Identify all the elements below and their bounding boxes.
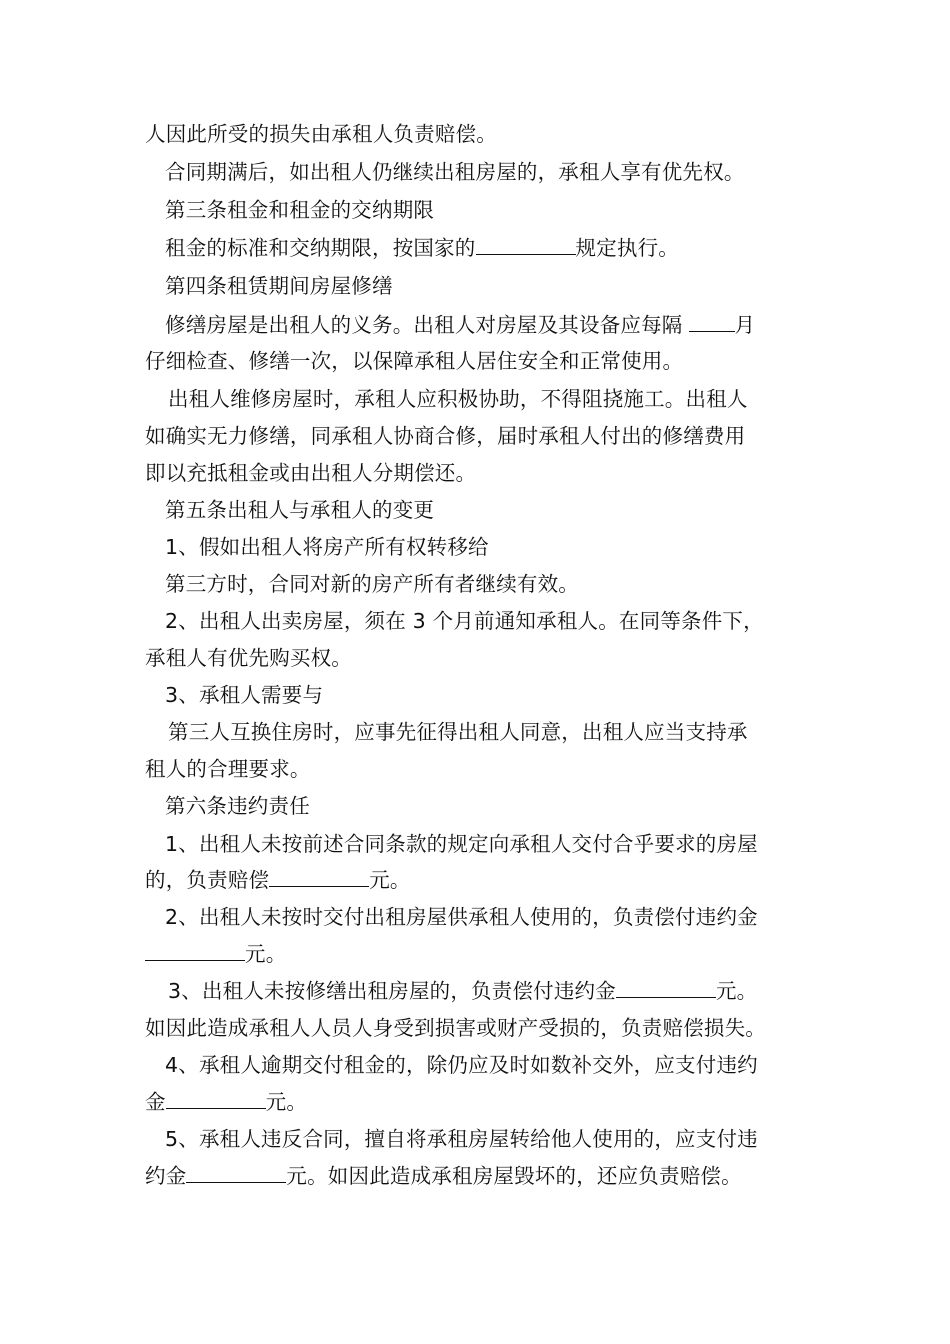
text-segment: 1、假如出租人将房产所有权转移给 (165, 535, 489, 559)
fill-blank[interactable] (476, 236, 576, 255)
text-segment: 元。 (369, 868, 411, 892)
text-segment: 第三方时，合同对新的房产所有者继续有效。 (165, 572, 579, 596)
text-line (145, 644, 810, 672)
section-heading (165, 272, 830, 300)
section-heading (165, 196, 830, 224)
text-segment: 第三条租金和租金的交纳期限 (165, 198, 435, 222)
text-line (165, 1125, 830, 1153)
text-segment: 2、出租人出卖房屋，须在 3 个月前通知承租人。在同等条件下， (165, 609, 764, 633)
text-line (165, 607, 830, 635)
text-line (165, 533, 830, 561)
text-line (145, 120, 810, 148)
text-line (165, 570, 830, 598)
text-line (165, 158, 830, 186)
text-line (165, 311, 830, 339)
text-line (165, 903, 830, 931)
fill-blank[interactable] (616, 979, 716, 998)
text-segment: 金 (145, 1090, 166, 1114)
text-segment: 2、出租人未按时交付出租房屋供承租人使用的，负责偿付违约金 (165, 905, 758, 929)
text-segment: 1、出租人未按前述合同条款的规定向承租人交付合乎要求的房屋 (165, 832, 758, 856)
text-line (145, 459, 810, 487)
text-segment: 出租人维修房屋时，承租人应积极协助，不得阻挠施工。出租人 (168, 387, 748, 411)
text-segment: 约金 (145, 1164, 187, 1188)
text-line (145, 422, 810, 450)
text-segment: 修缮房屋是出租人的义务。出租人对房屋及其设备应每隔 (165, 313, 683, 337)
fill-blank[interactable] (689, 313, 735, 332)
text-segment: 承租人有优先购买权。 (145, 646, 352, 670)
text-segment: 第三人互换住房时，应事先征得出租人同意，出租人应当支持承 (168, 720, 748, 744)
text-segment: 即以充抵租金或由出租人分期偿还。 (145, 461, 477, 485)
section-heading (165, 792, 830, 820)
text-segment: 元。如因此造成承租房屋毁坏的，还应负责赔偿。 (286, 1164, 742, 1188)
fill-blank[interactable] (166, 1090, 266, 1109)
text-segment: 如因此造成承租人人员人身受到损害或财产受损的，负责赔偿损失。 (145, 1016, 766, 1040)
text-segment: 4、承租人逾期交付租金的，除仍应及时如数补交外，应支付违约 (165, 1053, 758, 1077)
text-segment: 3、承租人需要与 (165, 683, 324, 707)
text-line (165, 234, 830, 262)
text-segment: 如确实无力修缮，同承租人协商合修，届时承租人付出的修缮费用 (145, 424, 746, 448)
fill-blank[interactable] (269, 868, 369, 887)
text-segment: 的，负责赔偿 (145, 868, 270, 892)
text-segment: 第五条出租人与承租人的变更 (165, 498, 435, 522)
text-segment: 租人的合理要求。 (145, 757, 311, 781)
text-segment: 规定执行。 (575, 236, 679, 260)
fill-blank[interactable] (145, 942, 245, 961)
text-segment: 3、出租人未按修缮出租房屋的，负责偿付违约金 (168, 979, 616, 1003)
text-segment: 5、承租人违反合同，擅自将承租房屋转给他人使用的，应支付违 (165, 1127, 758, 1151)
text-segment: 租金的标准和交纳期限，按国家的 (165, 236, 476, 260)
text-segment: 合同期满后，如出租人仍继续出租房屋的，承租人享有优先权。 (165, 160, 745, 184)
text-line (145, 866, 810, 894)
text-segment: 元。 (245, 942, 287, 966)
text-segment: 元。 (265, 1090, 308, 1114)
text-segment: 第六条违约责任 (165, 794, 310, 818)
text-line (145, 755, 810, 783)
text-line (168, 385, 833, 413)
text-segment: 仔细检查、修缮一次，以保障承租人居住安全和正常使用。 (145, 349, 684, 373)
fill-blank[interactable] (186, 1164, 286, 1183)
text-line (145, 1088, 810, 1116)
section-heading (165, 496, 830, 524)
text-line (145, 940, 810, 968)
text-line (145, 1162, 810, 1190)
text-line (145, 347, 810, 375)
text-segment: 人因此所受的损失由承租人负责赔偿。 (145, 122, 497, 146)
text-line (165, 830, 830, 858)
text-segment: 元。 (715, 979, 758, 1003)
text-line (165, 681, 830, 709)
text-segment: 第四条租赁期间房屋修缮 (165, 274, 393, 298)
text-line (168, 718, 833, 746)
text-line (145, 1014, 810, 1042)
text-line (165, 1051, 830, 1079)
text-line (168, 977, 833, 1005)
text-segment: 月 (734, 313, 756, 337)
